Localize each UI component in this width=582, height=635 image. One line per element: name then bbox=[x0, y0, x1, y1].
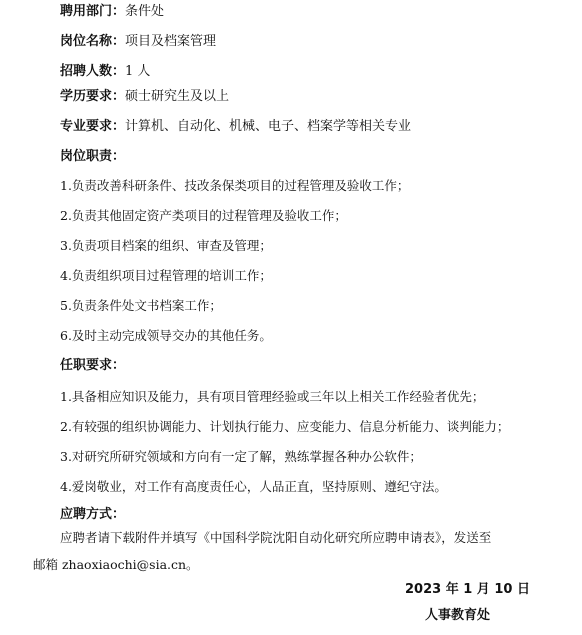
headcount-label: 招聘人数： bbox=[60, 64, 126, 79]
education-value: 硕士研究生及以上 bbox=[125, 89, 230, 104]
headcount-row bbox=[60, 64, 150, 80]
department-value: 条件处 bbox=[125, 4, 165, 19]
duty-item: 2.负责其他固定资产类项目的过程管理及验收工作； bbox=[60, 208, 347, 223]
position-value: 项目及档案管理 bbox=[125, 34, 217, 49]
requirements-heading: 任职要求： bbox=[60, 358, 126, 373]
duty-item: 3.负责项目档案的组织、审查及管理； bbox=[60, 238, 272, 253]
duties-heading: 岗位职责： bbox=[60, 149, 126, 164]
apply-text: 应聘者请下载附件并填写《中国科学院沈阳自动化研究所应聘申请表》，发送至 bbox=[60, 530, 492, 545]
duty-item: 1.负责改善科研条件、技改条保类项目的过程管理及验收工作； bbox=[60, 178, 410, 193]
major-row bbox=[60, 119, 411, 135]
position-label: 岗位名称： bbox=[60, 34, 126, 49]
education-label: 学历要求： bbox=[60, 89, 126, 104]
apply-heading: 应聘方式： bbox=[60, 507, 126, 522]
requirement-item: 2.有较强的组织协调能力、计划执行能力、应变能力、信息分析能力、谈判能力； bbox=[60, 419, 510, 434]
requirement-item: 3.对研究所研究领域和方向有一定了解，熟练掌握各种办公软件； bbox=[60, 449, 422, 464]
department-row bbox=[60, 4, 164, 20]
duty-item: 5.负责条件处文书档案工作； bbox=[60, 298, 222, 313]
education-row bbox=[60, 89, 229, 105]
issuing-office: 人事教育处 bbox=[425, 608, 491, 623]
department-label: 聘用部门： bbox=[60, 4, 126, 19]
issue-date: 2023 年 1 月 10 日 bbox=[405, 582, 530, 597]
headcount-value: 1 人 bbox=[125, 64, 151, 79]
apply-email-line: 邮箱 zhaoxiaochi@sia.cn。 bbox=[33, 557, 199, 572]
duty-item: 4.负责组织项目过程管理的培训工作； bbox=[60, 268, 272, 283]
major-value: 计算机、自动化、机械、电子、档案学等相关专业 bbox=[125, 119, 412, 134]
requirement-item: 4.爱岗敬业，对工作有高度责任心，人品正直，坚持原则、遵纪守法。 bbox=[60, 479, 447, 494]
duty-item: 6.及时主动完成领导交办的其他任务。 bbox=[60, 328, 272, 343]
requirement-item: 1.具备相应知识及能力，具有项目管理经验或三年以上相关工作经验者优先； bbox=[60, 389, 485, 404]
major-label: 专业要求： bbox=[60, 119, 126, 134]
position-row bbox=[60, 34, 216, 50]
